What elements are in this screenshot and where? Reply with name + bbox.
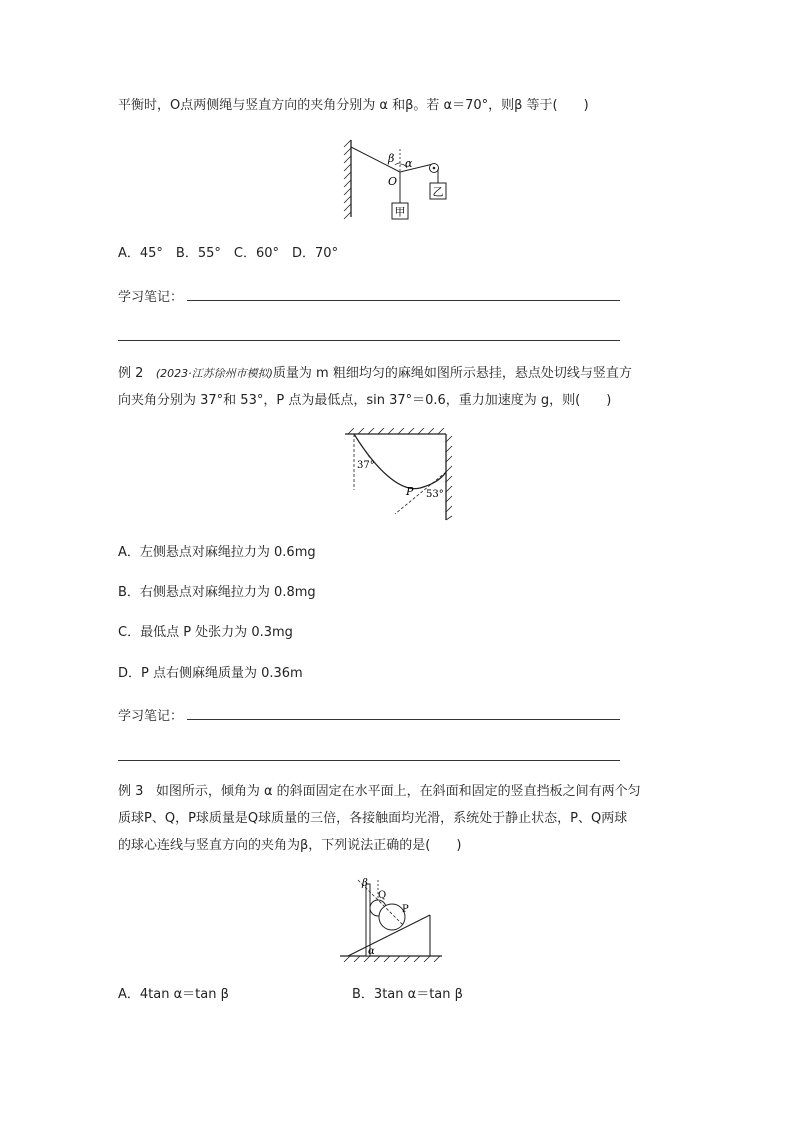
q1-figure <box>340 135 450 225</box>
ex2-figure <box>340 428 455 523</box>
ex2-option-c: C．最低点 P 处张力为 0.3mg <box>118 625 293 640</box>
q1-options: A．45° B．55° C．60° D．70° <box>118 246 339 261</box>
ex3-stem-line1: 如图所示，倾角为 α 的斜面固定在水平面上，在斜面和固定的竖直挡板之间有两个匀 <box>155 784 641 799</box>
q1-O-label: O <box>388 175 398 188</box>
ex3-option-b: B．3tan α＝tan β <box>352 987 463 1002</box>
notes-label-1: 学习笔记： <box>118 290 184 305</box>
notes-line <box>187 719 620 720</box>
ex3-Q-label: Q <box>378 890 387 901</box>
q1-jia-label: 甲 <box>394 205 406 219</box>
ex2-angle-37-label: 37° <box>357 460 375 471</box>
ex3-label: 例 3 <box>118 784 144 799</box>
ex2-angle-53-label: 53° <box>426 489 444 500</box>
ex2-label: 例 2 <box>118 366 144 381</box>
ex2-P-label: P <box>406 485 414 498</box>
ex3-figure <box>338 874 448 962</box>
ex2-option-b: B．右侧悬点对麻绳拉力为 0.8mg <box>118 585 316 600</box>
q1-stem: 平衡时，O点两侧绳与竖直方向的夹角分别为 α 和β。若 α＝70°，则β 等于( ) <box>118 98 589 113</box>
ex2-stem-line1: 质量为 m 粗细均匀的麻绳如图所示悬挂，悬点处切线与竖直方 <box>272 366 632 381</box>
notes-line <box>118 340 620 341</box>
ex2-option-d: D．P 点右侧麻绳质量为 0.36m <box>118 666 303 681</box>
ex2-option-a: A．左侧悬点对麻绳拉力为 0.6mg <box>118 545 316 560</box>
ex3-beta-label: β <box>362 878 368 889</box>
q1-beta-label: β <box>388 152 395 165</box>
ex3-stem-line2: 质球P、Q，P球质量是Q球质量的三倍，各接触面均光滑，系统处于静止状态，P、Q两球 <box>118 811 628 826</box>
q1-yi-label: 乙 <box>432 185 444 199</box>
notes-line <box>187 300 620 301</box>
ex3-alpha-label: α <box>368 946 375 957</box>
notes-label-2: 学习笔记： <box>118 709 184 724</box>
ex3-stem-line3: 的球心连线与竖直方向的夹角为β，下列说法正确的是( ) <box>118 838 462 853</box>
q1-alpha-label: α <box>405 157 413 170</box>
ex3-option-a: A．4tan α＝tan β <box>118 987 229 1002</box>
ex3-P-label: P <box>402 904 409 915</box>
ex2-stem-line2: 向夹角分别为 37°和 53°，P 点为最低点，sin 37°＝0.6，重力加速度为 g，则( ) <box>118 393 612 408</box>
ex2-source: (2023·江苏徐州市模拟) <box>155 367 273 380</box>
notes-line <box>118 760 620 761</box>
